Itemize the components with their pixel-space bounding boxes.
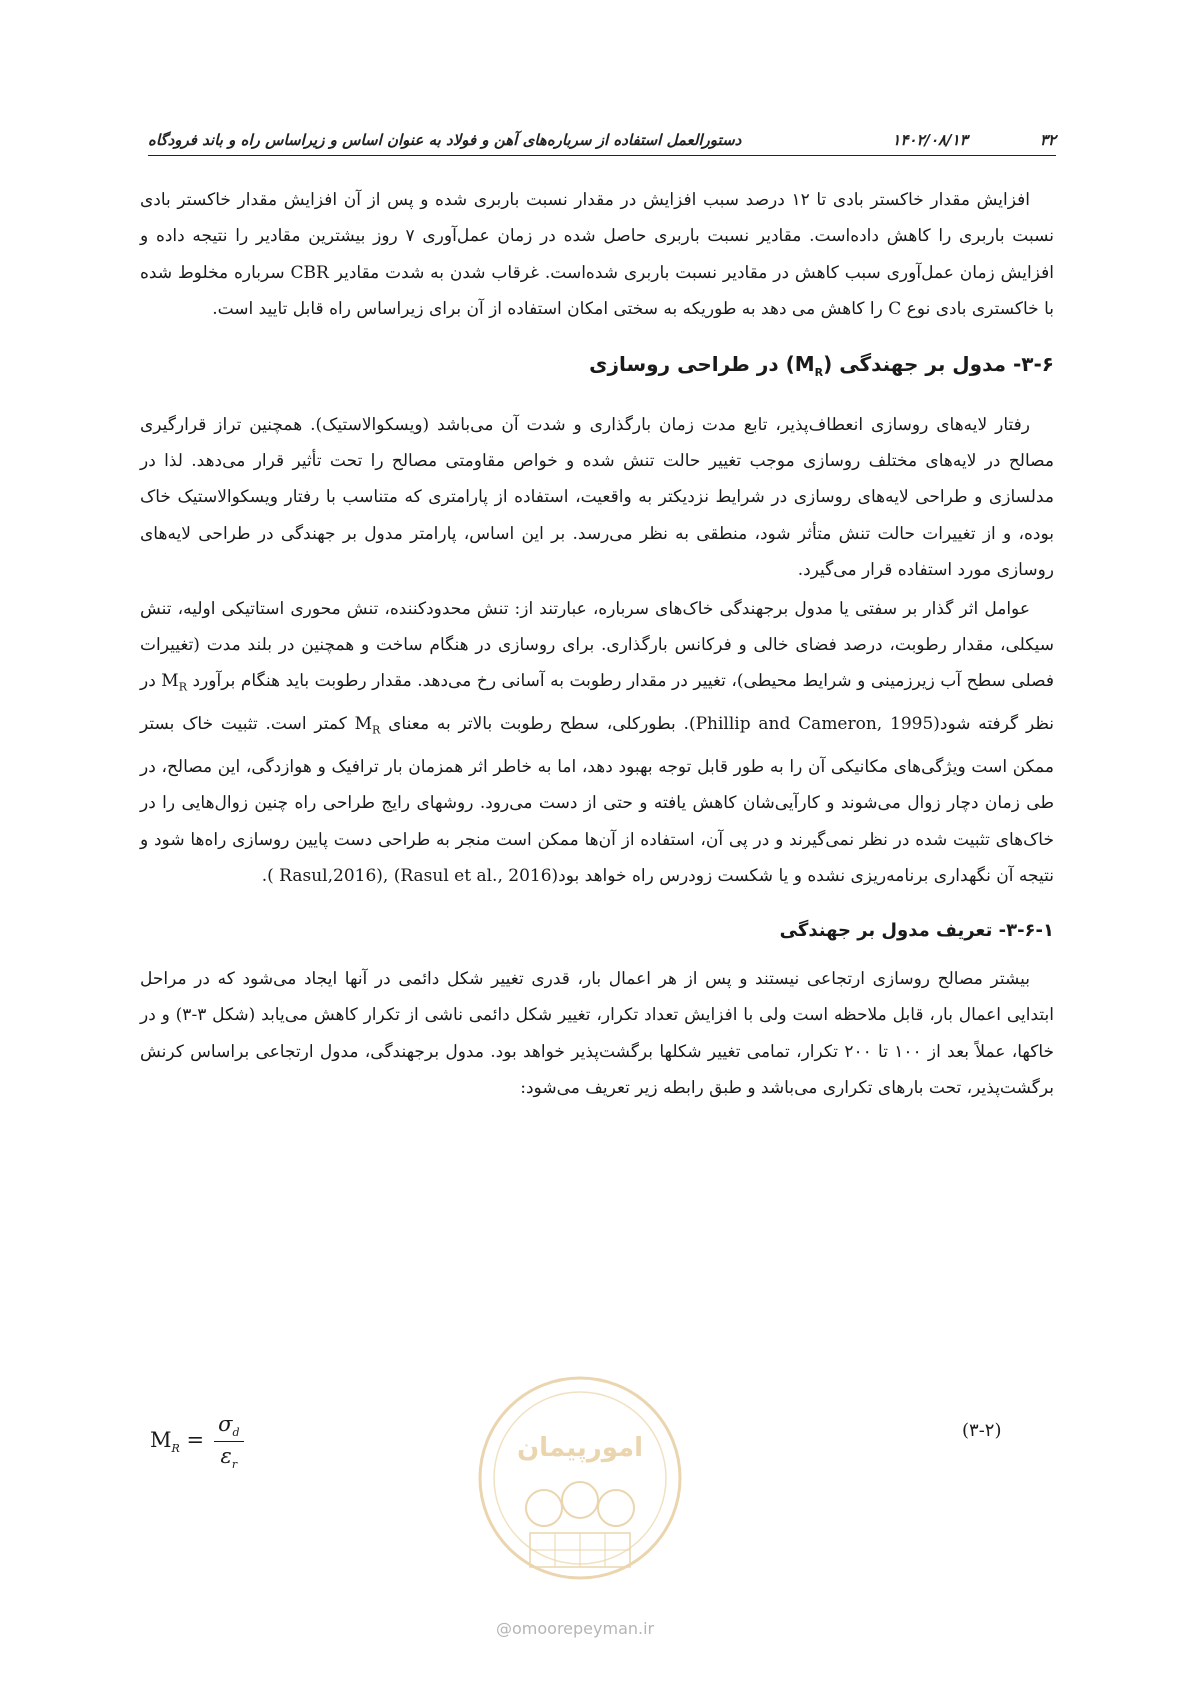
paragraph-2: رفتار لایه‌های روسازی انعطاف‌پذیر، تابع مدت زمان بارگذاری و شدت آن می‌باشد (ویسکوالاستیک). همچنین تراز قرارگیری مصالح در لایه‌های مختلف روسازی موجب تغییر حالت تنش شده و خواص مقاومتی مصالح را تحت تأثیر قرار می‌دهد. لذا در مدلسازی و طراحی لایه‌های روسازی در شرایط نزدیکتر به واقعیت، استفاده از پارامتری که متناسب با رفتار ویسکوالاستیک خاک بوده، و از تغییرات حالت تنش متأثر شود، منطقی به نظر می‌رسد. بر این اساس، پارامتر مدول بر جهندگی در طراحی لایه‌های روسازی مورد استفاده قرار می‌گیرد. <box>140 414 1054 581</box>
equation-fraction <box>214 1412 243 1471</box>
p3-text-5: ). <box>261 866 280 887</box>
eq-sigma-sub: d <box>232 1426 240 1440</box>
eq-sigma: σ <box>218 1412 233 1436</box>
eq-lhs-symbol: M <box>150 1428 172 1453</box>
p3-text-2: در نظر گرفته شود( <box>140 671 1055 735</box>
eq-epsilon: ε <box>220 1444 232 1469</box>
eq-denominator <box>221 1442 238 1471</box>
p3-text-3: ). بطورکلی، سطح رطوبت بالاتر به معنای <box>380 714 696 735</box>
mr-symbol-m: M <box>161 671 179 692</box>
header-rule <box>148 155 1056 156</box>
section-heading-suffix: ) در طراحی روسازی <box>589 351 795 376</box>
watermark-logo <box>470 1368 690 1603</box>
eq-epsilon-sub: r <box>231 1458 238 1472</box>
citation: Rasul,2016), (Rasul et al., 2016 <box>279 866 552 887</box>
section-heading <box>140 344 1054 393</box>
paragraph-1: افزایش مقدار خاکستر بادی تا ۱۲ درصد سبب افزایش در مقدار نسبت باربری شده و پس از آن افزایش مقدار خاکستر بادی نسبت باربری را کاهش داده‌است. مقادیر نسبت باربری حاصل شده در زمان عمل‌آوری ۷ روز بیشترین مقادیر را نتیجه داده و افزایش زمان عمل‌آوری سبب کاهش در مقادیر نسبت باربری شده‌است. غرقاب شدن به شدت مقادیر CBR سرباره مخلوط شده با خاکستری بادی نوع C را کاهش می دهد به طوریکه به سختی امکان استفاده از آن برای زیراساس راه قابل تایید است. <box>140 190 1054 320</box>
equation-number: (۳-۲) <box>962 1420 1002 1441</box>
watermark-text: @omoorepeyman.ir <box>496 1619 655 1638</box>
eq-equals: = <box>186 1428 205 1453</box>
mr-symbol <box>161 671 188 694</box>
page-header <box>148 131 1056 153</box>
document-body <box>140 182 1054 1108</box>
mr-symbol-sub: R <box>178 680 188 694</box>
mr-symbol-sub: R <box>372 723 381 737</box>
header-date: ۱۴۰۲/۰۸/۱۳ <box>892 131 968 149</box>
citation: Phillip and Cameron, 1995 <box>695 714 934 735</box>
p3-text-4: کمتر است. تثبیت خاک بستر ممکن است ویژگی‌های مکانیکی آن را به طور قابل توجه بهبود دهد، اما به خاطر اثر همزمان بار ترافیک و هوازدگی، این مصالح، در طی زمان دچار زوال می‌شوند و کارآیی‌شان کاهش یافته و حتی از دست می‌رود. روشهای رایج طراحی راه چنین زوال‌هایی را در خاک‌های تثبیت شده در نظر نمی‌گیرند و در پی آن، استفاده از آن‌ها ممکن است منجر به طراحی دست پایین روسازی راه‌ها شود و نتیجه آن نگهداری برنامه‌ریزی نشده و یا شکست زودرس راه خواهد بود( <box>140 714 1054 887</box>
mr-symbol-sub: R <box>814 365 824 379</box>
mr-symbol-m: M <box>354 714 373 735</box>
equation-lhs <box>150 1428 204 1455</box>
mr-symbol <box>794 351 824 379</box>
mr-symbol-m: M <box>794 351 815 376</box>
document-title: دستورالعمل استفاده از سرباره‌های آهن و فولاد به عنوان اساس و زیراساس راه و باند فرودگاه <box>148 131 742 149</box>
p3-text-1: عوامل اثر گذار بر سفتی یا مدول برجهندگی خاک‌های سرباره، عبارتند از: تنش محدودکننده، تنش محوری استاتیکی اولیه، تنش سیکلی، مقدار رطوبت، درصد فضای خالی و فرکانس بارگذاری. برای روسازی در هنگام ساخت و همچنین در بلند مدت (تغییرات فصلی سطح آب زیرزمینی و شرایط محیطی)، تغییر در مقدار رطوبت به آسانی رخ می‌دهد. مقدار رطوبت باید هنگام برآورد <box>140 598 1054 692</box>
section-heading-prefix: ۳-۶- مدول بر جهندگی ( <box>823 351 1054 376</box>
eq-lhs-sub: R <box>171 1442 180 1456</box>
equation-2-3 <box>150 1412 244 1471</box>
page-number: ۳۲ <box>1039 131 1056 149</box>
paragraph-3 <box>140 591 1054 895</box>
eq-numerator <box>214 1412 243 1442</box>
paragraph-4: بیشتر مصالح روسازی ارتجاعی نیستند و پس از هر اعمال بار، قدری تغییر شکل دائمی در آنها ایجاد می‌شود که در مراحل ابتدایی اعمال بار، قابل ملاحظه است ولی با افزایش تعداد تکرار، تغییر شکل دائمی ناشی از تکرار کاهش می‌یابد (شکل ۳-۳) و در خاکها، عملاً بعد از ۱۰۰ تا ۲۰۰ تکرار، تمامی تغییر شکلها برگشت‌پذیر خواهد بود. مدول برجهندگی، مدول ارتجاعی براساس کرنش برگشت‌پذیر، تحت بارهای تکراری می‌باشد و طبق رابطه زیر تعریف می‌شود: <box>140 968 1055 1098</box>
watermark-logo-text: امورپیمان <box>516 1433 644 1463</box>
mr-symbol <box>354 714 381 737</box>
subsection-heading: ۳-۶-۱- تعریف مدول بر جهندگی <box>779 919 1054 941</box>
